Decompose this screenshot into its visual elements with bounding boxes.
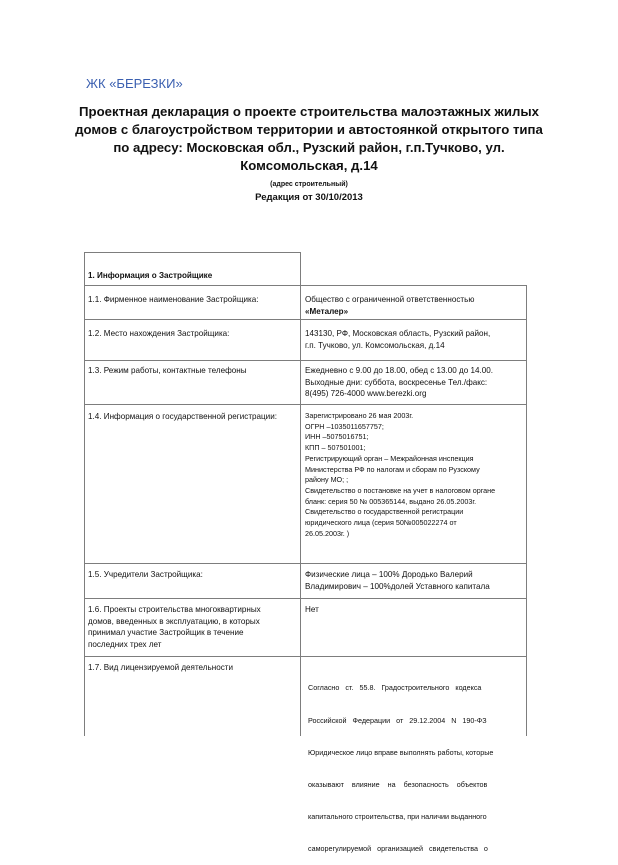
document-title: Проектная декларация о проекте строительства малоэтажных жилых домов с благоустройством территории и автостоянкой открытого типа по адресу: Московская обл., Рузский район, г.п.Тучково, ул. Комсомольская, д.14: [75, 104, 543, 173]
row-separator: [84, 656, 527, 657]
row-separator: [84, 598, 527, 599]
row-label: 1.5. Учредители Застройщика:: [88, 570, 203, 579]
row-value: Согласно ст. 55.8. Градостроительного кодекса Российской Федерации от 29.12.2004 N 190-ФЗ Юридическое лицо вправе выполнять работы, которые оказывают влияние на безопасность объектов капитального строительства, при наличии выданного саморегулируемой организацией свидетельства о: [308, 683, 494, 853]
row-value: Нет: [305, 605, 319, 614]
row-value: 143130, РФ, Московская область, Рузский район, г.п. Тучково, ул. Комсомольская, д.14: [305, 329, 491, 350]
row-label: 1.6. Проекты строительства многоквартирных домов, введенных в эксплуатацию, в которых принимал участие Застройщик в течение последних трех лет: [88, 605, 261, 649]
row-label: 1.1. Фирменное наименование Застройщика:: [88, 295, 259, 304]
project-name-link[interactable]: ЖК «БЕРЕЗКИ»: [86, 76, 183, 91]
row-value: Физические лица – 100% Дородько Валерий Владимирович – 100%долей Уставного капитала: [305, 570, 490, 591]
row-separator: [84, 404, 527, 405]
row-value: Зарегистрировано 26 мая 2003г. ОГРН –1035011657757; ИНН –5075016751; КПП – 507501001; Регистрирующий орган – Межрайонная инспекция Министерства РФ по налогам и сборам по Рузскому району МО; ; Свидетельство о постановке на учет в налоговом органе бланк: серия 50 № 005365144, выдано 26.05.2003г. Свидетельство о государственной регистрации юридического лица (серия 50№005022274 от 26.05.2003г. ): [305, 411, 496, 538]
row-label: 1.7. Вид лицензируемой деятельности: [88, 663, 233, 672]
row-label: 1.2. Место нахождения Застройщика:: [88, 329, 230, 338]
address-note: (адрес строительный): [270, 181, 348, 188]
row-label: 1.3. Режим работы, контактные телефоны: [88, 366, 247, 375]
edition-date: Редакция от 30/10/2013: [255, 192, 363, 203]
section-title: 1. Информация о Застройщике: [88, 271, 213, 280]
row-separator: [84, 319, 527, 320]
row-separator: [84, 563, 527, 564]
row-value: Общество с ограниченной ответственностью «Металер»: [305, 295, 475, 316]
table-divider: [300, 252, 301, 736]
row-value: Ежедневно с 9.00 до 18.00, обед с 13.00 до 14.00. Выходные дни: суббота, воскресенье Тел./факс: 8(495) 726-4000 www.berezki.org: [305, 366, 493, 399]
table-border-left: [84, 252, 85, 736]
row-label: 1.4. Информация о государственной регистрации:: [88, 412, 277, 421]
table-border-right: [526, 286, 527, 736]
table-border-top: [84, 252, 301, 253]
row-separator: [84, 360, 527, 361]
row-separator: [84, 285, 527, 286]
